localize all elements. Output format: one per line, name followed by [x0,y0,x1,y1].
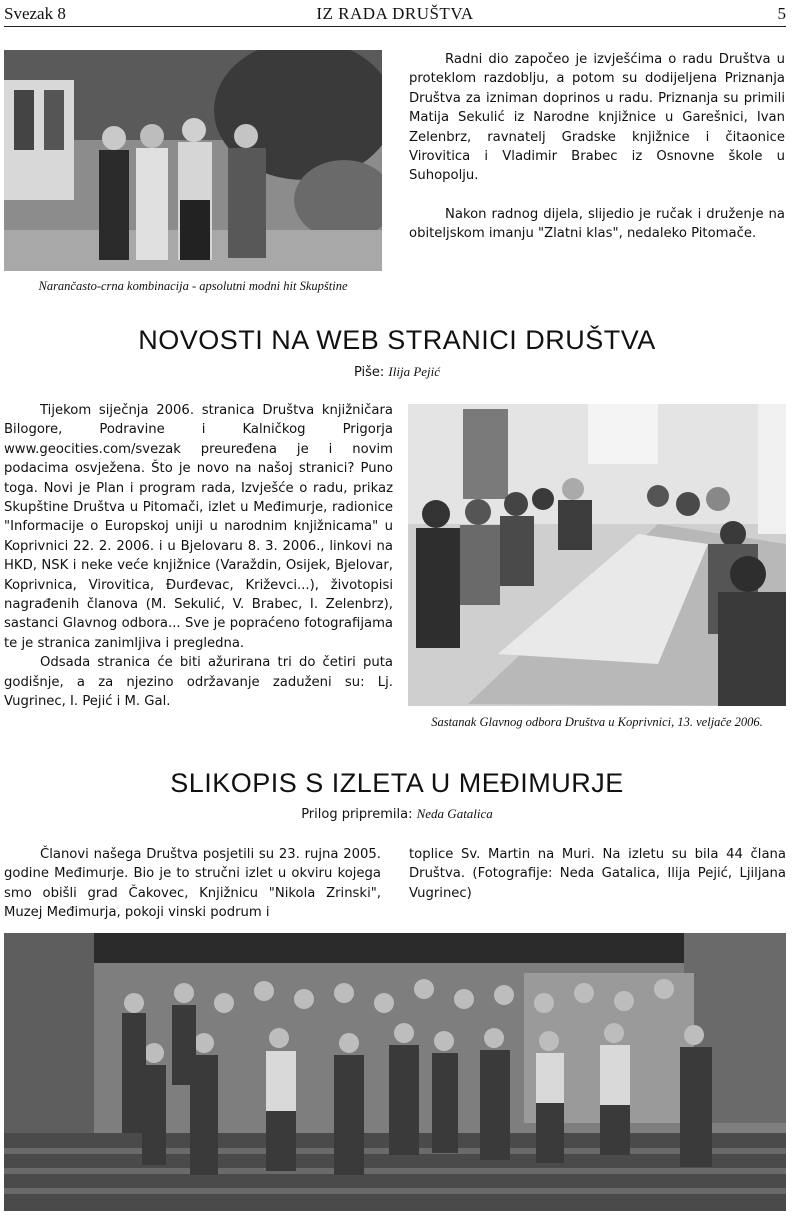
byline-label: Piše: [353,365,385,380]
article1-byline [0,364,794,380]
top-text [409,50,785,244]
article2-paragraph-continued: toplice Sv. Martin na Muri. Na izletu su bila 44 člana Društva. (Fotografije: Neda Gatalica, Ilija Pejić, Ljiljana Vugrinec) [409,847,786,901]
article2-col1 [4,845,381,923]
byline-author: Ilija Pejić [388,364,441,379]
article2-title: SLIKOPIS S IZLETA U MEĐIMURJE [170,768,624,798]
page-number: 5 [777,4,786,23]
article2-byline [0,806,794,822]
top-paragraph: Radni dio započeo je izvješćima o radu Društva u proteklom razdoblju, a potom su dodijeljena Priznanja Društva za izniman doprinos u radu. Priznanja su primili Matija Sekulić iz Narodne knjižnice u Garešnici, Ivan Zelenbrz, ravnatelj Gradske knjižnice i čitaonice Virovitica i Vladimir Brabec iz Osnovne škole u Suhopolju. [409,52,785,184]
photo-meeting [408,404,786,706]
top-paragraph: Nakon radnog dijela, slijedio je ručak i druženje na obiteljskom imanju "Zlatni klas", nedaleko Pitomače. [409,206,785,242]
article1-paragraph: Tijekom siječnja 2006. stranica Društva knjižničara Bilogore, Podravine i Kalničkog Prigorja www.geocities.com/svezak preuređena je i novim podacima osvježena. Što je novo na našoj stranici? Puno toga. Novi je Plan i program rada, Izvješće o radu, prikaz Skupštine Društva u Pitomači, izlet u Međimurje, radionice "Informacije o Europskoj uniji u narodnim knjižnicama" u Koprivnici 22. 2. 2006. i u Bjelovaru 8. 3. 2006., linkovi na HKD, NSK i neke veće knjižnice (Varaždin, Osijek, Bjelovar, Koprivnica, Virovitica, Đurđevac, Križevci...), životopisi nagrađenih članova (M. Sekulić, V. Brabec, I. Zelenbrz), sastanci Glavnog odbora... Sve je popraćeno fotografijama te je stranica zanimljiva i pregledna. [4,403,393,651]
article1-title: NOVOSTI NA WEB STRANICI DRUŠTVA [138,325,656,355]
article1-paragraph: Odsada stranica će biti ažurirana tri do četiri puta godišnje, a za njezino održavanje zaduženi su: Lj. Vugrinec, I. Pejić i M. Gal. [4,655,393,710]
byline-author: Neda Gatalica [416,806,493,821]
byline-label: Prilog pripremila: [301,807,413,822]
photo-caption-top: Narančasto-crna kombinacija - apsolutni modni hit Skupštine [38,279,348,293]
section-title: IZ RADA DRUŠTVA [316,4,474,23]
article1-text [4,401,393,712]
issue-label: Svezak 8 [4,4,66,23]
article2-col2 [409,845,786,903]
photo-caption-meeting: Sastanak Glavnog odbora Društva u Koprivnici, 13. veljače 2006. [431,715,763,729]
photo-four-women [4,50,382,271]
article2-paragraph: Članovi našega Društva posjetili su 23. rujna 2005. godine Međimurje. Bio je to stručni izlet u okviru kojega smo obišli grad Čakovec, Knjižnicu "Nikola Zrinski", Muzej Međimurja, pokoji vinski podrum i [4,847,381,921]
photo-group-excursion [4,933,786,1211]
page-header [4,4,786,27]
